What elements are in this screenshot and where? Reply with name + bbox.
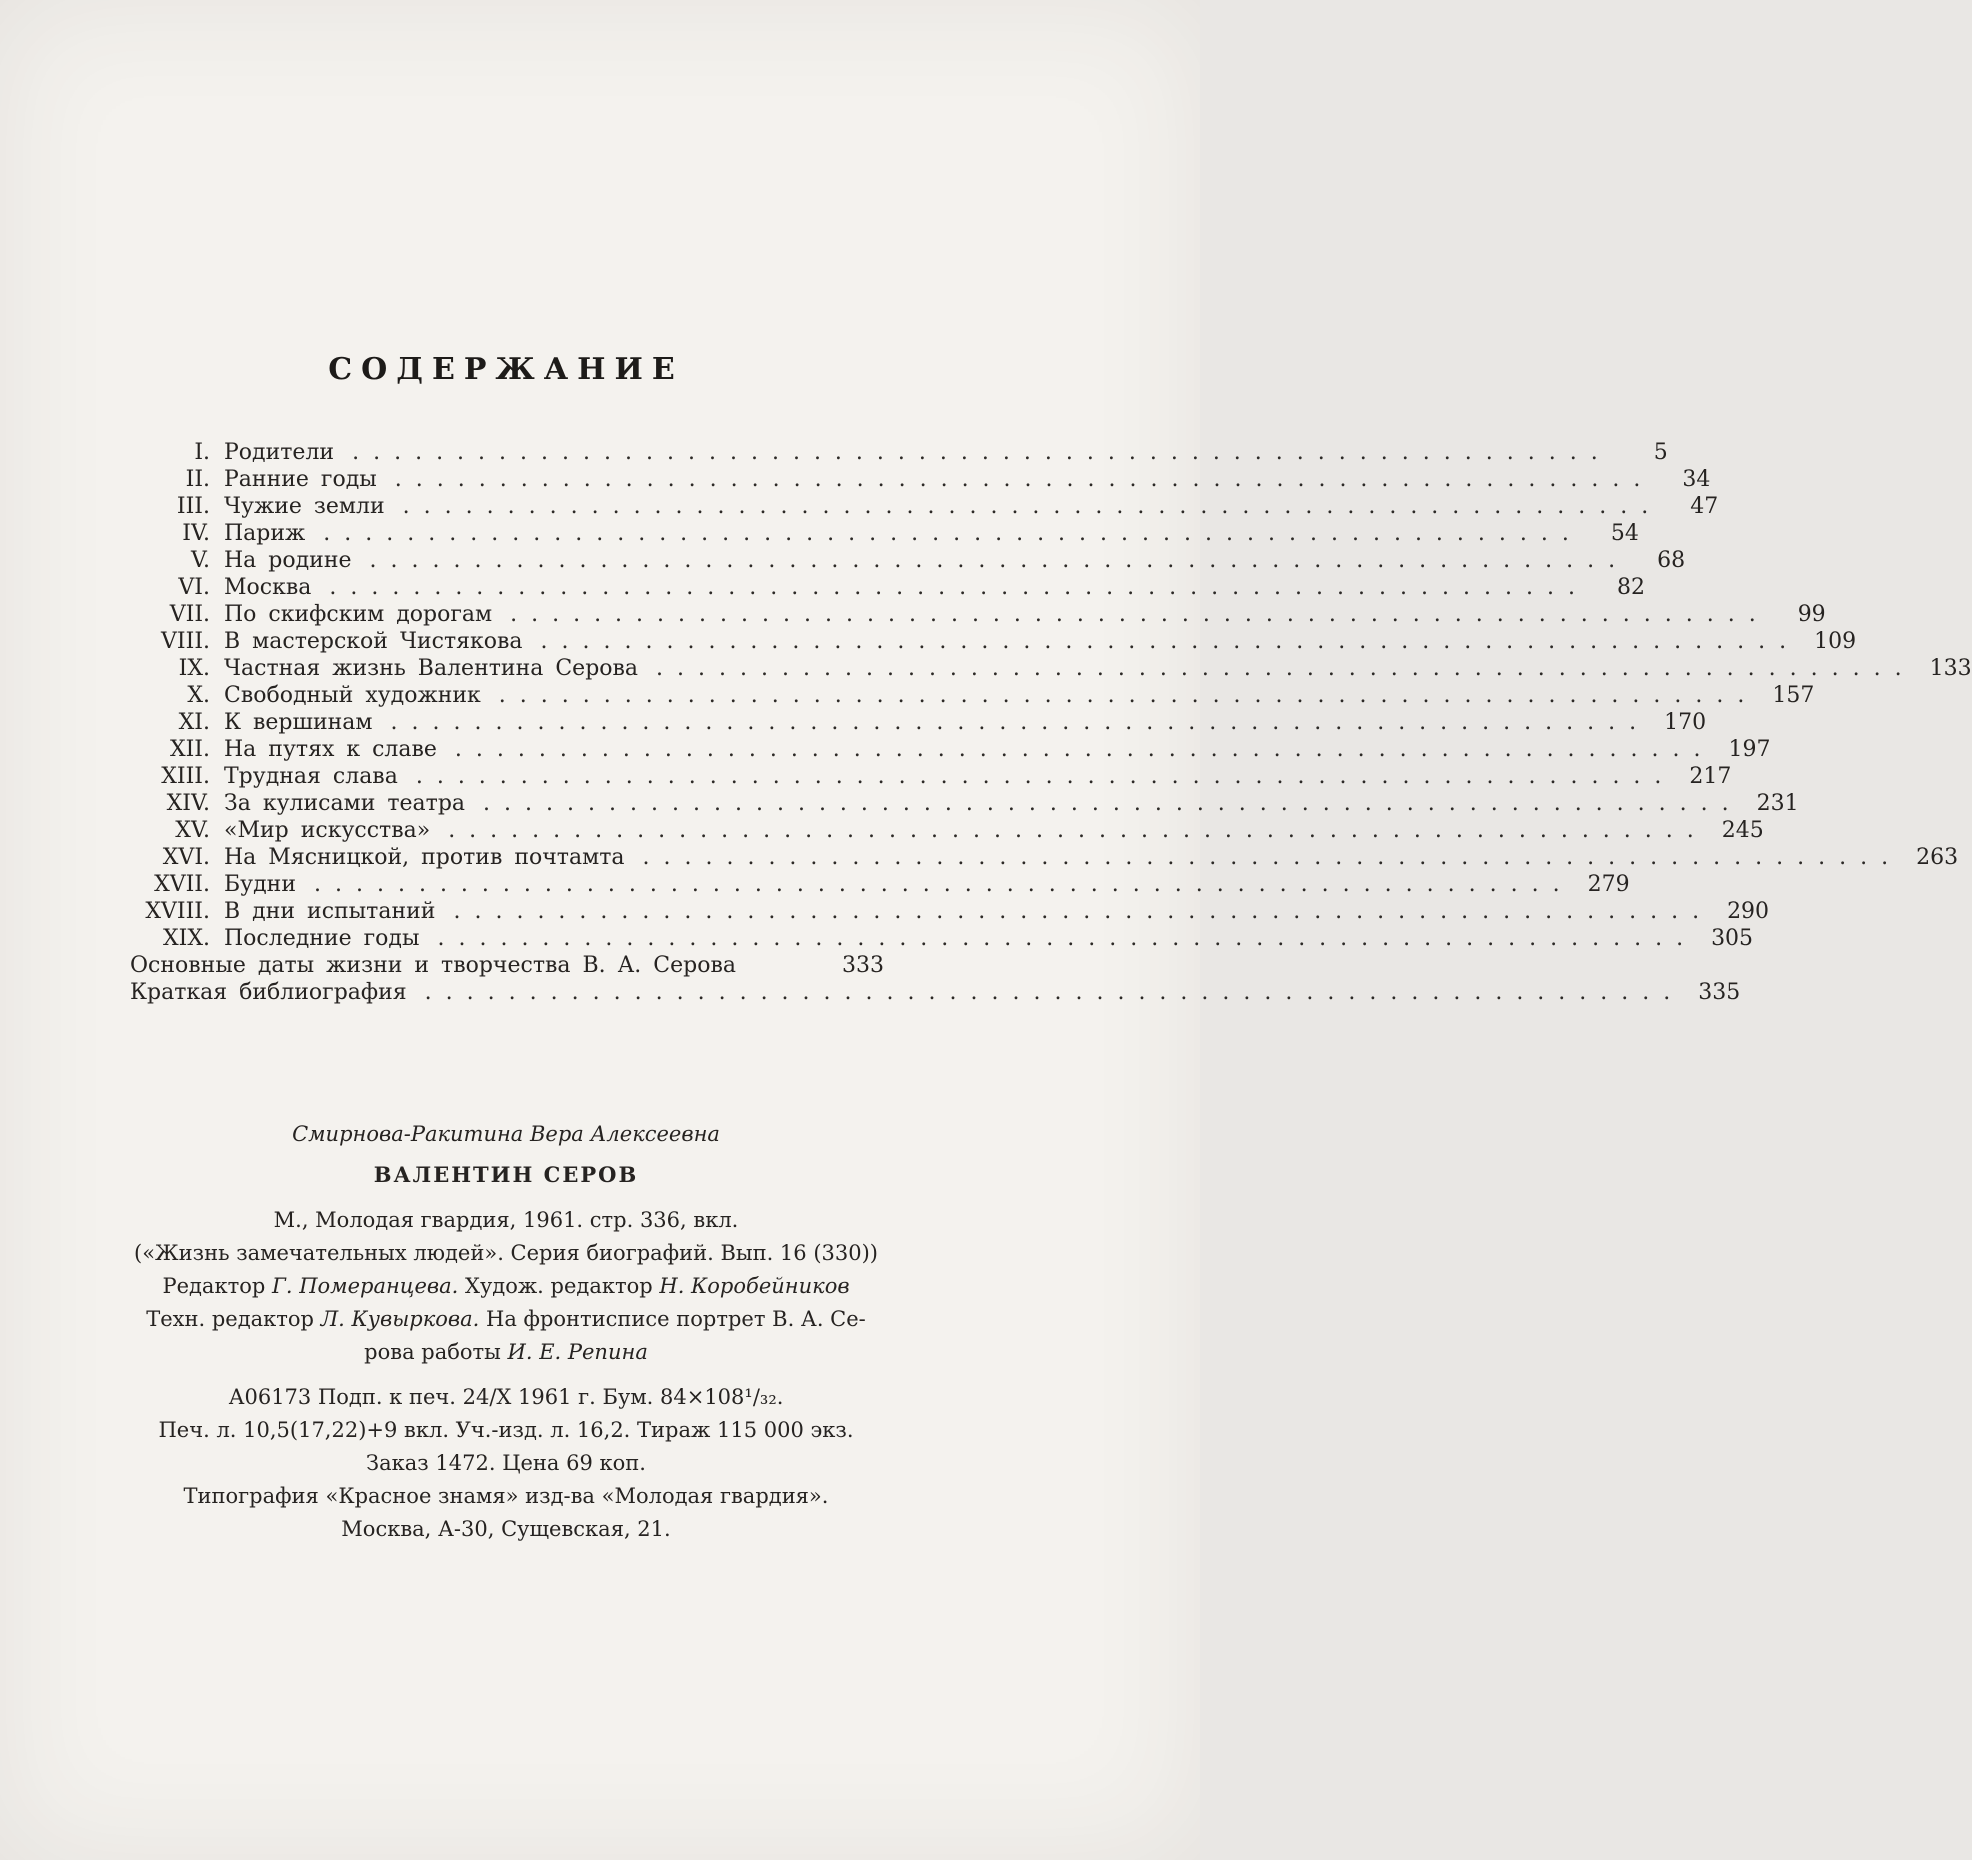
colophon-text: Техн. редактор bbox=[146, 1307, 321, 1331]
toc-dot-leader: ............................................................ bbox=[323, 521, 1583, 546]
toc-page-number: 109 bbox=[1814, 629, 1857, 654]
toc-row bbox=[128, 547, 1686, 574]
colophon-editors bbox=[128, 1270, 884, 1303]
colophon-printer bbox=[128, 1480, 884, 1513]
toc-page-number: 231 bbox=[1756, 791, 1799, 816]
page-content bbox=[128, 0, 1972, 1546]
toc-dot-leader: ............................................................ bbox=[369, 548, 1630, 573]
toc-page-number: 305 bbox=[1711, 926, 1754, 951]
toc-page-number: 245 bbox=[1721, 818, 1764, 843]
toc-page-number: 157 bbox=[1772, 683, 1815, 708]
colophon-text: («Жизнь замечательных людей». Серия биографий. Вып. 16 (330)) bbox=[134, 1241, 878, 1265]
toc-row bbox=[128, 844, 1959, 871]
colophon-text: На фронтисписе портрет В. А. Се- bbox=[479, 1307, 866, 1331]
toc-row bbox=[128, 898, 1770, 925]
colophon-imprint bbox=[128, 1204, 884, 1237]
colophon-author bbox=[128, 1118, 884, 1151]
colophon-book-title bbox=[128, 1158, 884, 1192]
toc-chapter-title: Свободный художник bbox=[224, 683, 481, 708]
toc-chapter-numeral: V. bbox=[190, 548, 210, 573]
toc-chapter-numeral: XIII. bbox=[161, 764, 210, 789]
toc-list bbox=[128, 439, 1972, 1006]
toc-chapter-title: Чужие земли bbox=[224, 494, 385, 519]
toc-chapter-title: Париж bbox=[224, 521, 306, 546]
toc-row bbox=[128, 790, 1799, 817]
toc-chapter-numeral: XVIII. bbox=[145, 899, 210, 924]
colophon-text: Печ. л. 10,5(17,22)+9 вкл. Уч.-изд. л. 16,2. Тираж 115 000 экз. bbox=[158, 1418, 854, 1442]
toc-row bbox=[128, 655, 1972, 682]
toc-chapter-title: На Мясницкой, против почтамта bbox=[224, 845, 625, 870]
toc-dot-leader: ............................................................ bbox=[453, 899, 1714, 924]
toc-chapter-title: Будни bbox=[224, 872, 296, 897]
toc-row bbox=[128, 574, 1645, 601]
toc-row bbox=[128, 601, 1826, 628]
toc-chapter-numeral: VIII. bbox=[161, 629, 210, 654]
toc-page-number: 263 bbox=[1916, 845, 1959, 870]
toc-chapter-numeral: VI. bbox=[178, 575, 210, 600]
toc-dot-leader: ............................................................ bbox=[437, 926, 1698, 951]
toc-dot-leader: ............................................................ bbox=[313, 872, 1574, 897]
toc-dot-leader: ............................................................ bbox=[483, 791, 1743, 816]
toc-row bbox=[128, 439, 1668, 466]
toc-page-number: 34 bbox=[1682, 467, 1711, 492]
toc-chapter-numeral: XV. bbox=[175, 818, 210, 843]
toc-chapter-numeral: XVII. bbox=[154, 872, 210, 897]
toc-page-number: 54 bbox=[1610, 521, 1639, 546]
toc-chapter-title: На родине bbox=[224, 548, 352, 573]
colophon-text: Москва, А-30, Сущевская, 21. bbox=[341, 1517, 671, 1541]
colophon-series bbox=[128, 1237, 884, 1270]
toc-dot-leader: ............................................................ bbox=[540, 629, 1801, 654]
toc-chapter-numeral: XVI. bbox=[162, 845, 210, 870]
toc-chapter-numeral: XII. bbox=[169, 737, 210, 762]
toc-page-number: 133 bbox=[1929, 656, 1972, 681]
toc-row bbox=[128, 817, 1764, 844]
toc-row bbox=[128, 871, 1630, 898]
toc-page-number: 47 bbox=[1690, 494, 1719, 519]
toc-row bbox=[128, 979, 1741, 1006]
toc-dot-leader: ............................................................ bbox=[402, 494, 1663, 519]
toc-chapter-title: Краткая библиография bbox=[130, 980, 407, 1005]
toc-page-number: 82 bbox=[1616, 575, 1645, 600]
toc-dot-leader: ............................................................ bbox=[394, 467, 1655, 492]
toc-chapter-title: Частная жизнь Валентина Серова bbox=[224, 656, 639, 681]
toc-row bbox=[128, 925, 1754, 952]
toc-chapter-title: Трудная слава bbox=[224, 764, 398, 789]
toc-page-number: 170 bbox=[1664, 710, 1707, 735]
toc-row bbox=[128, 493, 1719, 520]
toc-chapter-title: Москва bbox=[224, 575, 312, 600]
toc-chapter-title: На путях к славе bbox=[224, 737, 437, 762]
toc-dot-leader: ............................................................ bbox=[642, 845, 1903, 870]
toc-dot-leader: ............................................................ bbox=[352, 440, 1612, 465]
colophon-text: М., Молодая гвардия, 1961. стр. 336, вкл. bbox=[273, 1208, 739, 1232]
toc-chapter-numeral: II. bbox=[185, 467, 210, 492]
toc-page-number: 99 bbox=[1797, 602, 1826, 627]
toc-chapter-title: По скифским дорогам bbox=[224, 602, 493, 627]
toc-dot-leader: ............................................................ bbox=[448, 818, 1708, 843]
toc-chapter-title: Основные даты жизни и творчества В. А. Серова bbox=[130, 953, 736, 978]
colophon-editors-3 bbox=[128, 1336, 884, 1369]
colophon-text: Худож. редактор bbox=[458, 1274, 660, 1298]
colophon-text: Редактор bbox=[162, 1274, 272, 1298]
toc-dot-leader: ............................................................ bbox=[454, 737, 1715, 762]
toc-page-number: 290 bbox=[1727, 899, 1770, 924]
colophon-address bbox=[128, 1513, 884, 1546]
colophon bbox=[128, 1118, 884, 1546]
toc-chapter-numeral: VII. bbox=[169, 602, 210, 627]
toc-chapter-title: За кулисами театра bbox=[224, 791, 466, 816]
colophon-text: Заказ 1472. Цена 69 коп. bbox=[366, 1451, 646, 1475]
toc-page-number: 197 bbox=[1728, 737, 1771, 762]
colophon-text: И. Е. Репина bbox=[507, 1340, 648, 1364]
toc-chapter-title: «Мир искусства» bbox=[224, 818, 431, 843]
toc-row bbox=[128, 763, 1732, 790]
colophon-editors-2 bbox=[128, 1303, 884, 1336]
toc-row bbox=[128, 520, 1639, 547]
toc-dot-leader: ............................................................ bbox=[329, 575, 1589, 600]
colophon-text: Типография «Красное знамя» изд-ва «Молодая гвардия». bbox=[183, 1484, 829, 1508]
toc-row bbox=[128, 682, 1815, 709]
toc-page-number: 217 bbox=[1689, 764, 1732, 789]
toc-chapter-numeral: XIX. bbox=[162, 926, 210, 951]
toc-chapter-numeral: III. bbox=[176, 494, 210, 519]
toc-chapter-title: Ранние годы bbox=[224, 467, 377, 492]
toc-chapter-title: Последние годы bbox=[224, 926, 420, 951]
toc-page-number: 5 bbox=[1653, 440, 1668, 465]
colophon-text: Смирнова-Ракитина Вера Алексеевна bbox=[292, 1122, 720, 1146]
colophon-text: Л. Кувыркова. bbox=[320, 1307, 480, 1331]
toc-row bbox=[128, 466, 1711, 493]
toc-dot-leader: ............................................................ bbox=[390, 710, 1651, 735]
toc-chapter-title: Родители bbox=[224, 440, 335, 465]
toc-chapter-numeral: XIV. bbox=[166, 791, 210, 816]
toc-row bbox=[128, 709, 1707, 736]
toc-chapter-numeral: X. bbox=[187, 683, 210, 708]
toc-page-number: 279 bbox=[1587, 872, 1630, 897]
colophon-text: Г. Померанцева. bbox=[271, 1274, 459, 1298]
page-title: СОДЕРЖАНИЕ bbox=[328, 352, 684, 387]
toc-dot-leader: ............................................................ bbox=[415, 764, 1676, 789]
toc-dot-leader: ............................................................ bbox=[424, 980, 1685, 1005]
toc-row bbox=[128, 952, 884, 979]
toc-chapter-numeral: IV. bbox=[182, 521, 210, 546]
colophon-print-info bbox=[128, 1381, 884, 1414]
toc-page-number: 335 bbox=[1698, 980, 1741, 1005]
toc-dot-leader: ............................................................ bbox=[510, 602, 1770, 627]
toc-chapter-title: В дни испытаний bbox=[224, 899, 436, 924]
colophon-text: ВАЛЕНТИН СЕРОВ bbox=[373, 1162, 639, 1187]
toc-dot-leader: ............................................................ bbox=[498, 683, 1759, 708]
toc-page-number: 333 bbox=[842, 953, 884, 978]
toc-chapter-numeral: XI. bbox=[178, 710, 210, 735]
colophon-text: А06173 Подп. к печ. 24/X 1961 г. Бум. 84×108¹/₃₂. bbox=[228, 1385, 784, 1409]
colophon-print-info-2 bbox=[128, 1414, 884, 1447]
toc-page-number: 68 bbox=[1657, 548, 1686, 573]
colophon-order-price bbox=[128, 1447, 884, 1480]
toc-dot-leader: ............................................................ bbox=[656, 656, 1916, 681]
toc-chapter-numeral: IX. bbox=[178, 656, 210, 681]
colophon-text: Н. Коробейников bbox=[659, 1274, 850, 1298]
toc-chapter-title: В мастерской Чистякова bbox=[224, 629, 523, 654]
toc-row bbox=[128, 736, 1771, 763]
toc-chapter-numeral: I. bbox=[194, 440, 210, 465]
toc-row bbox=[128, 628, 1857, 655]
toc-chapter-title: К вершинам bbox=[224, 710, 373, 735]
colophon-text: рова работы bbox=[364, 1340, 508, 1364]
